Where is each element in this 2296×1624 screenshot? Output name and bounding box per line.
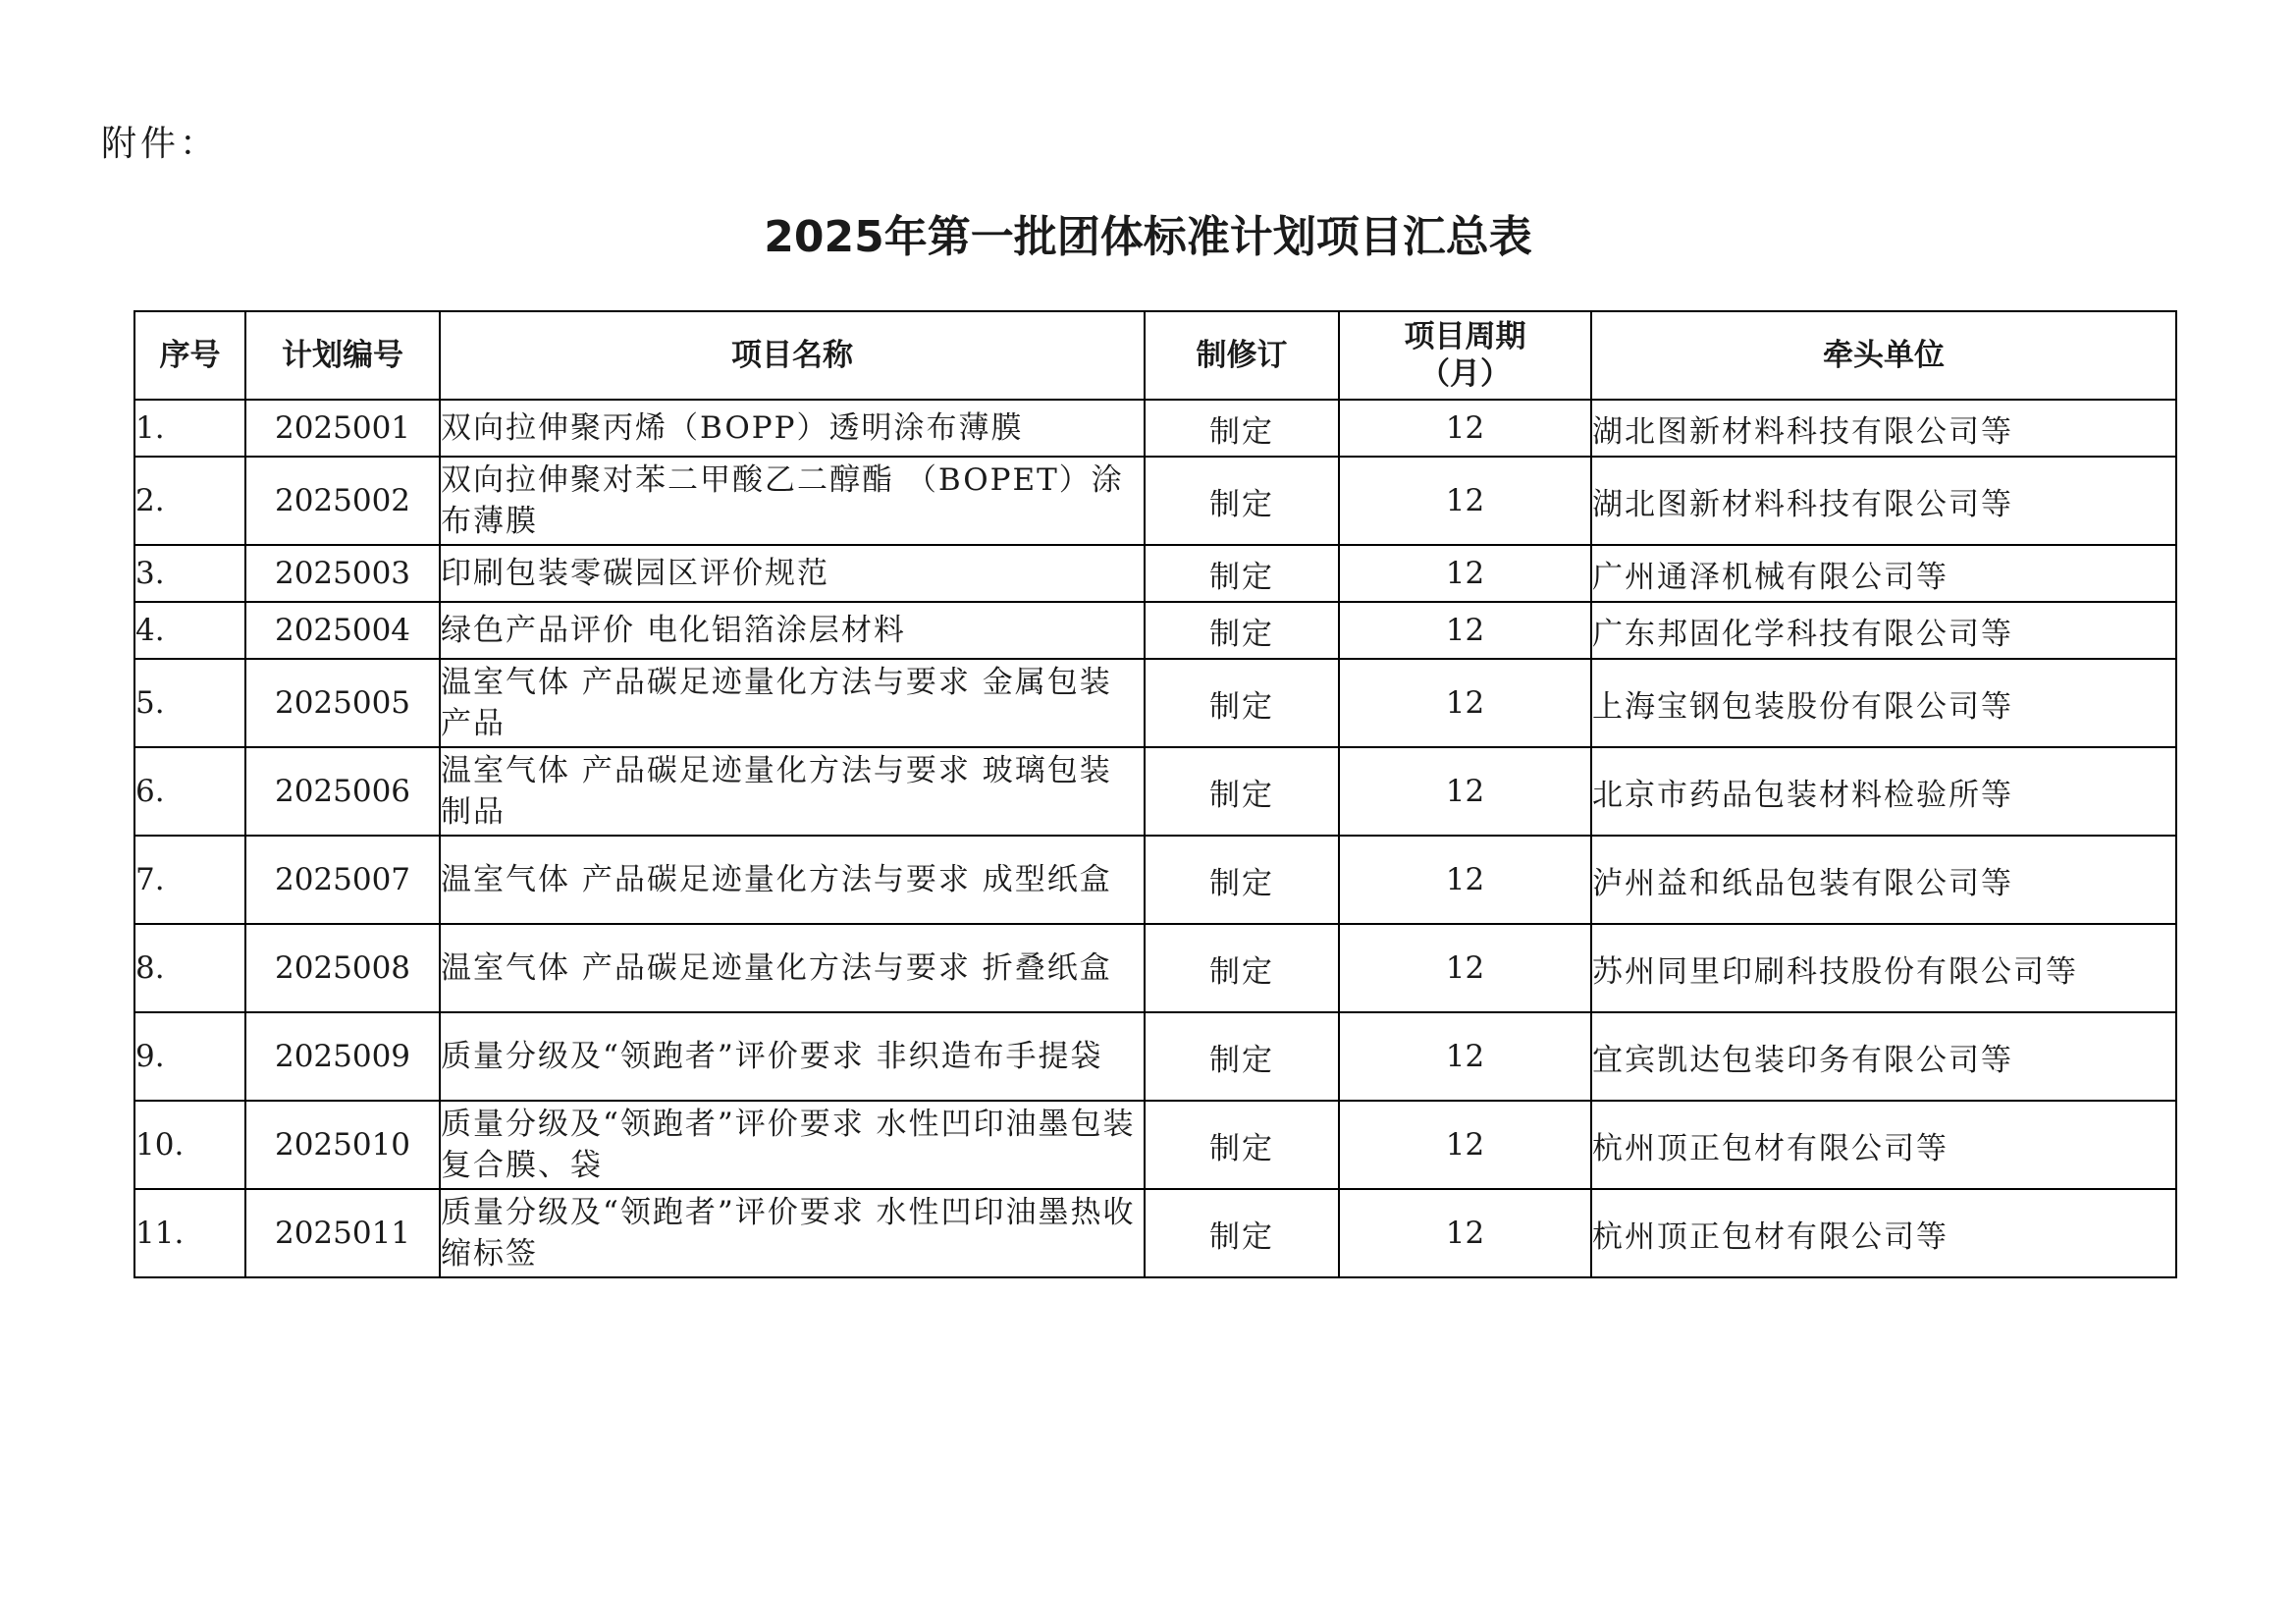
cell-unit: 广东邦固化学科技有限公司等 bbox=[1591, 602, 2176, 659]
cell-revision: 制定 bbox=[1145, 924, 1339, 1012]
cell-revision: 制定 bbox=[1145, 400, 1339, 457]
cell-period: 12 bbox=[1339, 545, 1591, 602]
cell-name: 温室气体 产品碳足迹量化方法与要求 金属包装产品 bbox=[440, 659, 1145, 747]
cell-name: 温室气体 产品碳足迹量化方法与要求 成型纸盒 bbox=[440, 836, 1145, 924]
cell-name: 绿色产品评价 电化铝箔涂层材料 bbox=[440, 602, 1145, 659]
cell-revision: 制定 bbox=[1145, 1189, 1339, 1277]
header-unit: 牵头单位 bbox=[1591, 311, 2176, 400]
cell-revision: 制定 bbox=[1145, 457, 1339, 545]
table-row bbox=[134, 457, 2176, 545]
cell-revision: 制定 bbox=[1145, 1012, 1339, 1101]
cell-unit: 杭州顶正包材有限公司等 bbox=[1591, 1101, 2176, 1189]
cell-index: 2. bbox=[134, 457, 245, 545]
cell-period: 12 bbox=[1339, 924, 1591, 1012]
cell-period: 12 bbox=[1339, 747, 1591, 836]
cell-index: 6. bbox=[134, 747, 245, 836]
cell-code: 2025009 bbox=[245, 1012, 440, 1101]
header-code: 计划编号 bbox=[245, 311, 440, 400]
cell-period: 12 bbox=[1339, 1012, 1591, 1101]
cell-code: 2025002 bbox=[245, 457, 440, 545]
cell-name: 印刷包装零碳园区评价规范 bbox=[440, 545, 1145, 602]
table-row bbox=[134, 836, 2176, 924]
table-row bbox=[134, 747, 2176, 836]
cell-index: 9. bbox=[134, 1012, 245, 1101]
document-title: 2025年第一批团体标准计划项目汇总表 bbox=[764, 212, 1532, 262]
cell-unit: 杭州顶正包材有限公司等 bbox=[1591, 1189, 2176, 1277]
header-name: 项目名称 bbox=[440, 311, 1145, 400]
cell-period: 12 bbox=[1339, 602, 1591, 659]
cell-index: 11. bbox=[134, 1189, 245, 1277]
cell-unit: 宜宾凯达包装印务有限公司等 bbox=[1591, 1012, 2176, 1101]
cell-name: 质量分级及“领跑者”评价要求 水性凹印油墨包装复合膜、袋 bbox=[440, 1101, 1145, 1189]
cell-revision: 制定 bbox=[1145, 659, 1339, 747]
header-period-line1: 项目周期 bbox=[1404, 319, 1526, 354]
table-row bbox=[134, 659, 2176, 747]
cell-period: 12 bbox=[1339, 1189, 1591, 1277]
cell-code: 2025008 bbox=[245, 924, 440, 1012]
cell-code: 2025006 bbox=[245, 747, 440, 836]
cell-code: 2025004 bbox=[245, 602, 440, 659]
cell-revision: 制定 bbox=[1145, 836, 1339, 924]
cell-unit: 广州通泽机械有限公司等 bbox=[1591, 545, 2176, 602]
cell-period: 12 bbox=[1339, 400, 1591, 457]
cell-code: 2025003 bbox=[245, 545, 440, 602]
cell-index: 10. bbox=[134, 1101, 245, 1189]
table-row bbox=[134, 545, 2176, 602]
header-period-line2: （月） bbox=[1419, 356, 1511, 392]
cell-index: 3. bbox=[134, 545, 245, 602]
cell-code: 2025011 bbox=[245, 1189, 440, 1277]
cell-unit: 泸州益和纸品包装有限公司等 bbox=[1591, 836, 2176, 924]
table-header-row bbox=[134, 311, 2176, 400]
cell-period: 12 bbox=[1339, 457, 1591, 545]
cell-index: 5. bbox=[134, 659, 245, 747]
cell-revision: 制定 bbox=[1145, 1101, 1339, 1189]
cell-name: 双向拉伸聚对苯二甲酸乙二醇酯 （BOPET）涂布薄膜 bbox=[440, 457, 1145, 545]
cell-unit: 苏州同里印刷科技股份有限公司等 bbox=[1591, 924, 2176, 1012]
cell-unit: 湖北图新材料科技有限公司等 bbox=[1591, 457, 2176, 545]
table-row bbox=[134, 1101, 2176, 1189]
header-period bbox=[1339, 311, 1591, 400]
cell-unit: 湖北图新材料科技有限公司等 bbox=[1591, 400, 2176, 457]
cell-code: 2025010 bbox=[245, 1101, 440, 1189]
cell-revision: 制定 bbox=[1145, 545, 1339, 602]
cell-period: 12 bbox=[1339, 836, 1591, 924]
cell-code: 2025005 bbox=[245, 659, 440, 747]
cell-period: 12 bbox=[1339, 1101, 1591, 1189]
cell-name: 温室气体 产品碳足迹量化方法与要求 玻璃包装制品 bbox=[440, 747, 1145, 836]
table-row bbox=[134, 400, 2176, 457]
table-row bbox=[134, 602, 2176, 659]
cell-period: 12 bbox=[1339, 659, 1591, 747]
standards-plan-table bbox=[133, 310, 2177, 1278]
cell-name: 温室气体 产品碳足迹量化方法与要求 折叠纸盒 bbox=[440, 924, 1145, 1012]
cell-index: 1. bbox=[134, 400, 245, 457]
table-row bbox=[134, 1189, 2176, 1277]
cell-name: 双向拉伸聚丙烯（BOPP）透明涂布薄膜 bbox=[440, 400, 1145, 457]
cell-index: 4. bbox=[134, 602, 245, 659]
cell-index: 7. bbox=[134, 836, 245, 924]
cell-index: 8. bbox=[134, 924, 245, 1012]
cell-code: 2025001 bbox=[245, 400, 440, 457]
cell-name: 质量分级及“领跑者”评价要求 非织造布手提袋 bbox=[440, 1012, 1145, 1101]
attachment-label: 附件： bbox=[101, 124, 220, 164]
cell-revision: 制定 bbox=[1145, 602, 1339, 659]
header-revision: 制修订 bbox=[1145, 311, 1339, 400]
cell-unit: 北京市药品包装材料检验所等 bbox=[1591, 747, 2176, 836]
table-row bbox=[134, 1012, 2176, 1101]
cell-code: 2025007 bbox=[245, 836, 440, 924]
cell-unit: 上海宝钢包装股份有限公司等 bbox=[1591, 659, 2176, 747]
header-index: 序号 bbox=[134, 311, 245, 400]
table-row bbox=[134, 924, 2176, 1012]
cell-name: 质量分级及“领跑者”评价要求 水性凹印油墨热收缩标签 bbox=[440, 1189, 1145, 1277]
cell-revision: 制定 bbox=[1145, 747, 1339, 836]
